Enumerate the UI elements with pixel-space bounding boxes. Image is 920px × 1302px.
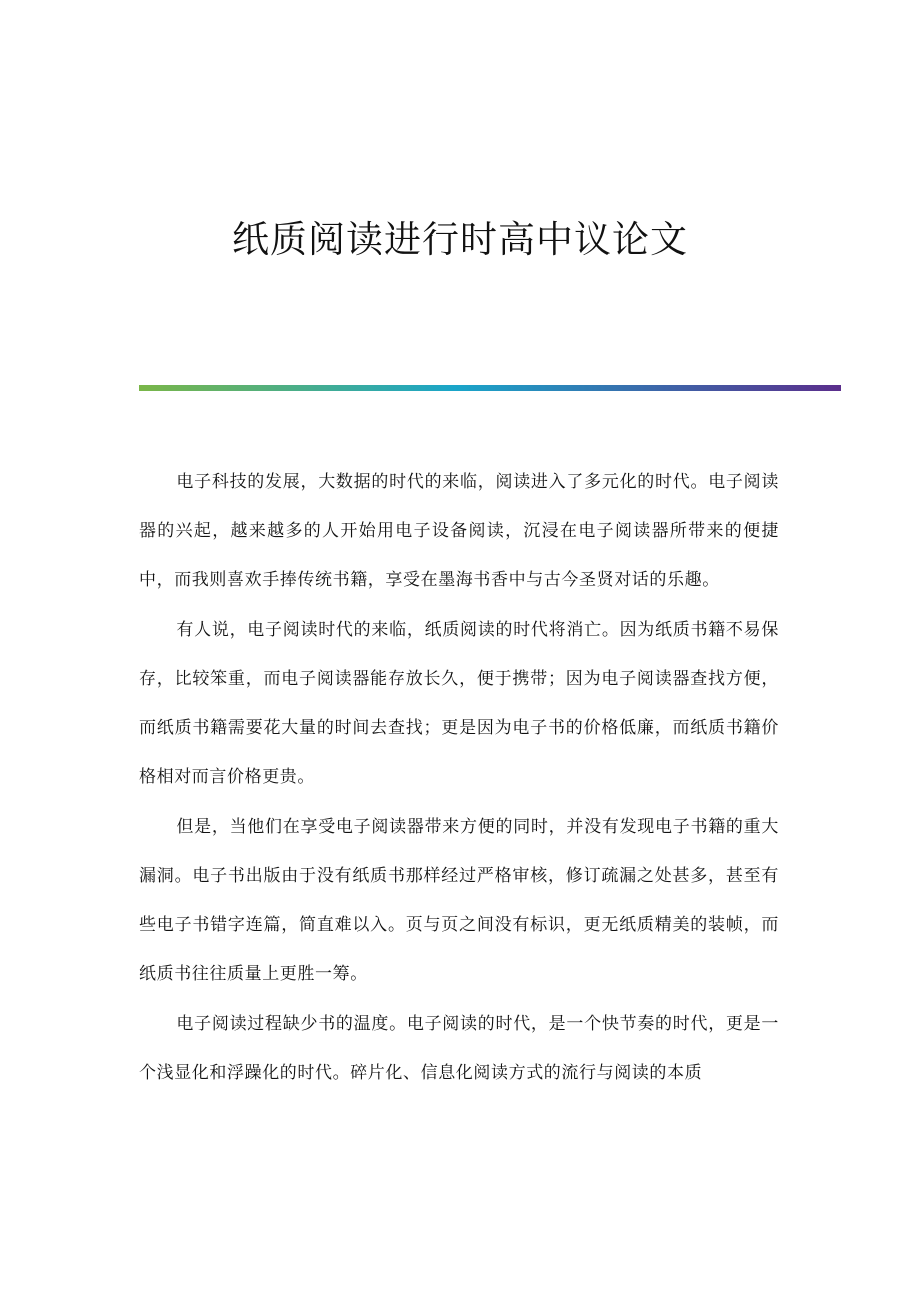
paragraph-3: 但是，当他们在享受电子阅读器带来方便的同时，并没有发现电子书籍的重大漏洞。电子书出版由于没有纸质书那样经过严格审核，修订疏漏之处甚多，甚至有些电子书错字连篇，简直难以入。页与页之间没有标识，更无纸质精美的装帧，而纸质书往往质量上更胜一筹。 bbox=[139, 817, 779, 984]
document-body bbox=[139, 458, 779, 1099]
document-title: 纸质阅读进行时高中议论文 bbox=[232, 218, 688, 261]
paragraph-4: 电子阅读过程缺少书的温度。电子阅读的时代，是一个快节奏的时代，更是一个浅显化和浮躁化的时代。碎片化、信息化阅读方式的流行与阅读的本质 bbox=[139, 1014, 779, 1083]
paragraph-1: 电子科技的发展，大数据的时代的来临，阅读进入了多元化的时代。电子阅读器的兴起，越来越多的人开始用电子设备阅读，沉浸在电子阅读器所带来的便捷中，而我则喜欢手捧传统书籍，享受在墨海书香中与古今圣贤对话的乐趣。 bbox=[139, 472, 779, 590]
gradient-divider bbox=[139, 385, 841, 391]
paragraph-2: 有人说，电子阅读时代的来临，纸质阅读的时代将消亡。因为纸质书籍不易保存，比较笨重，而电子阅读器能存放长久，便于携带；因为电子阅读器查找方便，而纸质书籍需要花大量的时间去查找；更是因为电子书的价格低廉，而纸质书籍价格相对而言价格更贵。 bbox=[139, 620, 779, 787]
